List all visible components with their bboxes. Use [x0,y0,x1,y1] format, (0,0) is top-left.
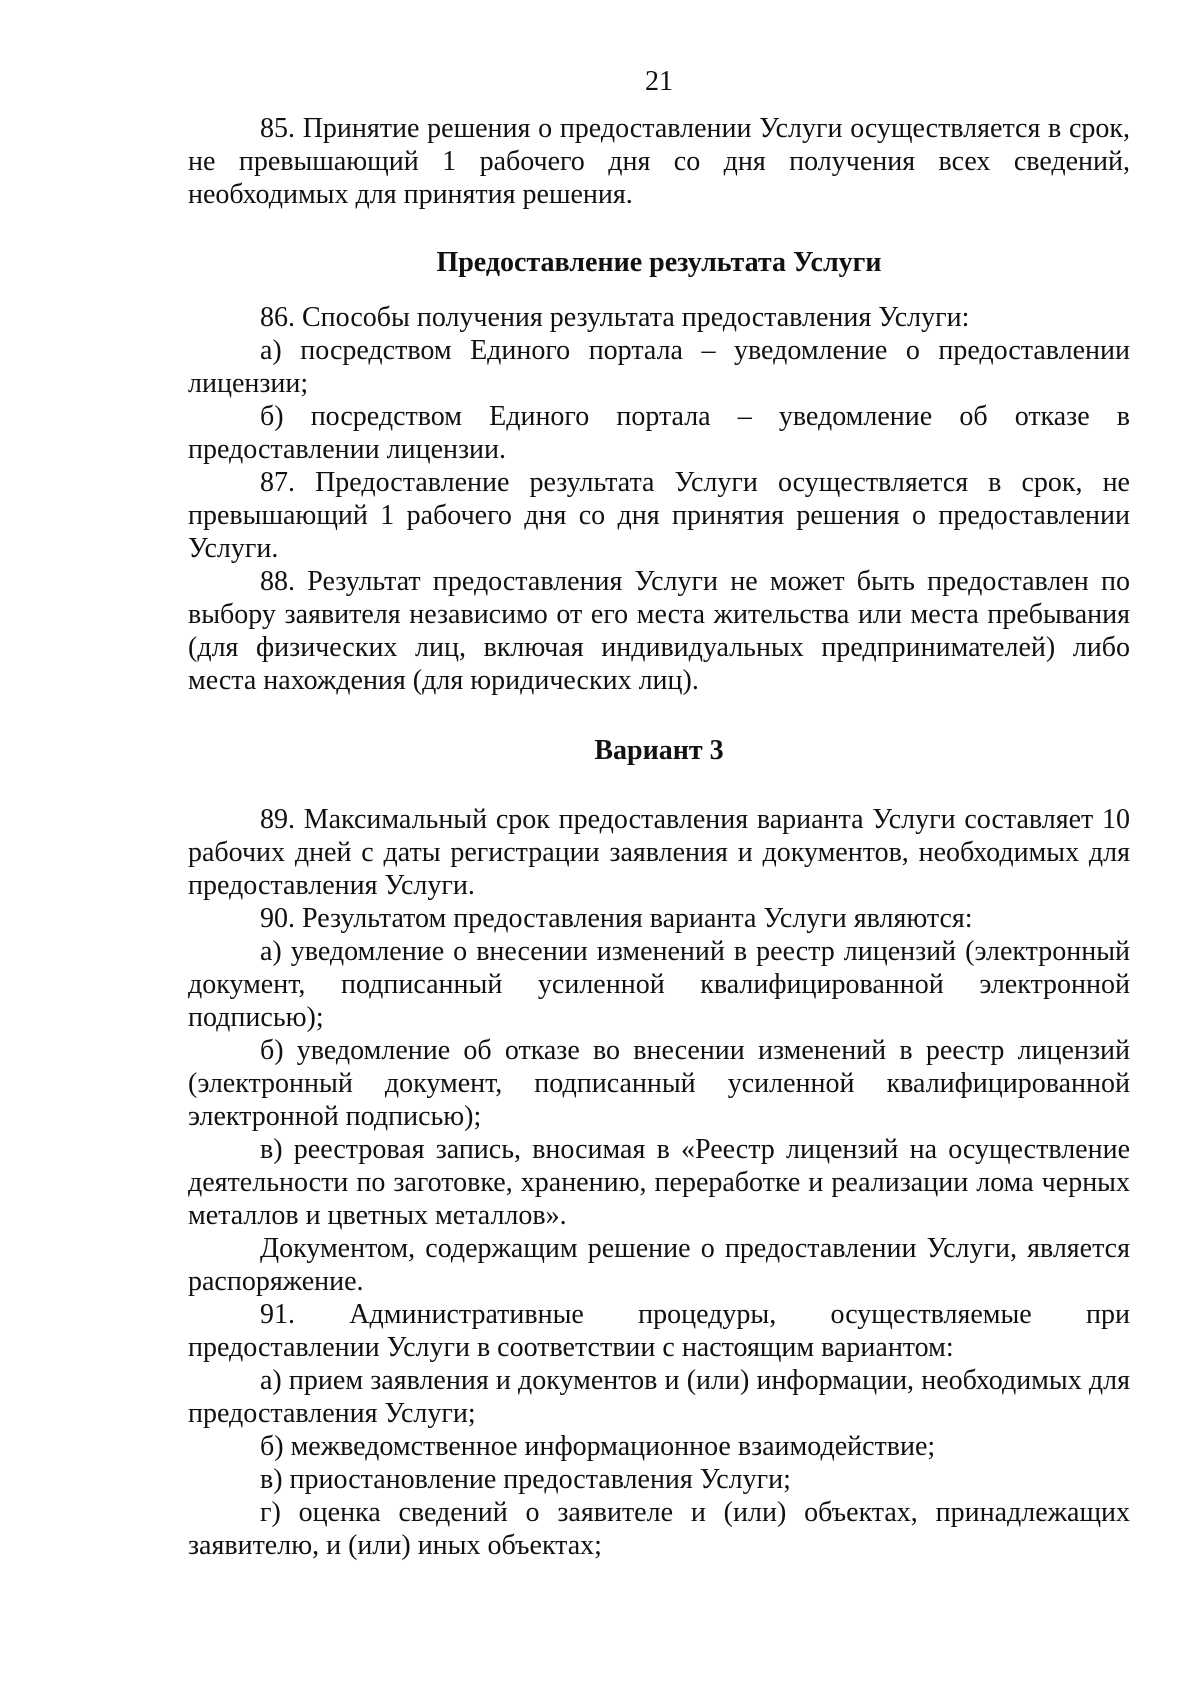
paragraph-87: 87. Предоставление результата Услуги осуществляется в срок, не превышающий 1 рабочего дня со дня принятия решения о предоставлении Услуги. [188,467,1130,564]
paragraph-90-b: б) уведомление об отказе во внесении изменений в реестр лицензий (электронный документ, подписанный усиленной квалифицированной электронной подписью); [188,1035,1130,1132]
section-heading-variant-3: Вариант 3 [594,735,724,766]
paragraph-90-v: в) реестровая запись, вносимая в «Реестр лицензий на осуществление деятельности по заготовке, хранению, переработке и реализации лома черных металлов и цветных металлов». [188,1134,1130,1231]
paragraph-90-a: а) уведомление о внесении изменений в реестр лицензий (электронный документ, подписанный усиленной квалифицированной электронной подписью); [188,936,1130,1033]
paragraph-91-a: а) прием заявления и документов и (или) информации, необходимых для предоставления Услуги; [188,1365,1130,1429]
document-page [188,62,1130,1562]
paragraph-85: 85. Принятие решения о предоставлении Услуги осуществляется в срок, не превышающий 1 рабочего дня со дня получения всех сведений, необходимых для принятия решения. [188,113,1130,210]
page-number: 21 [645,66,673,97]
paragraph-91-v: в) приостановление предоставления Услуги; [260,1464,791,1495]
paragraph-86-a: а) посредством Единого портала – уведомление о предоставлении лицензии; [188,335,1130,399]
paragraph-91: 91. Административные процедуры, осуществляемые при предоставлении Услуги в соответствии с настоящим вариантом: [188,1299,1130,1363]
paragraph-88: 88. Результат предоставления Услуги не может быть предоставлен по выбору заявителя независимо от его места жительства или места пребывания (для физических лиц, включая индивидуальных предпринимателей) либо места нахождения (для юридических лиц). [188,566,1130,696]
section-heading-result: Предоставление результата Услуги [436,247,882,278]
paragraph-86-b: б) посредством Единого портала – уведомление об отказе в предоставлении лицензии. [188,401,1130,465]
paragraph-91-g: г) оценка сведений о заявителе и (или) объектах, принадлежащих заявителю, и (или) иных объектах; [188,1497,1130,1561]
paragraph-89: 89. Максимальный срок предоставления варианта Услуги составляет 10 рабочих дней с даты регистрации заявления и документов, необходимых для предоставления Услуги. [188,804,1130,901]
paragraph-decision-document: Документом, содержащим решение о предоставлении Услуги, является распоряжение. [188,1233,1130,1297]
paragraph-90: 90. Результатом предоставления варианта Услуги являются: [260,903,973,934]
paragraph-91-b: б) межведомственное информационное взаимодействие; [260,1431,936,1462]
paragraph-86: 86. Способы получения результата предоставления Услуги: [260,302,970,333]
